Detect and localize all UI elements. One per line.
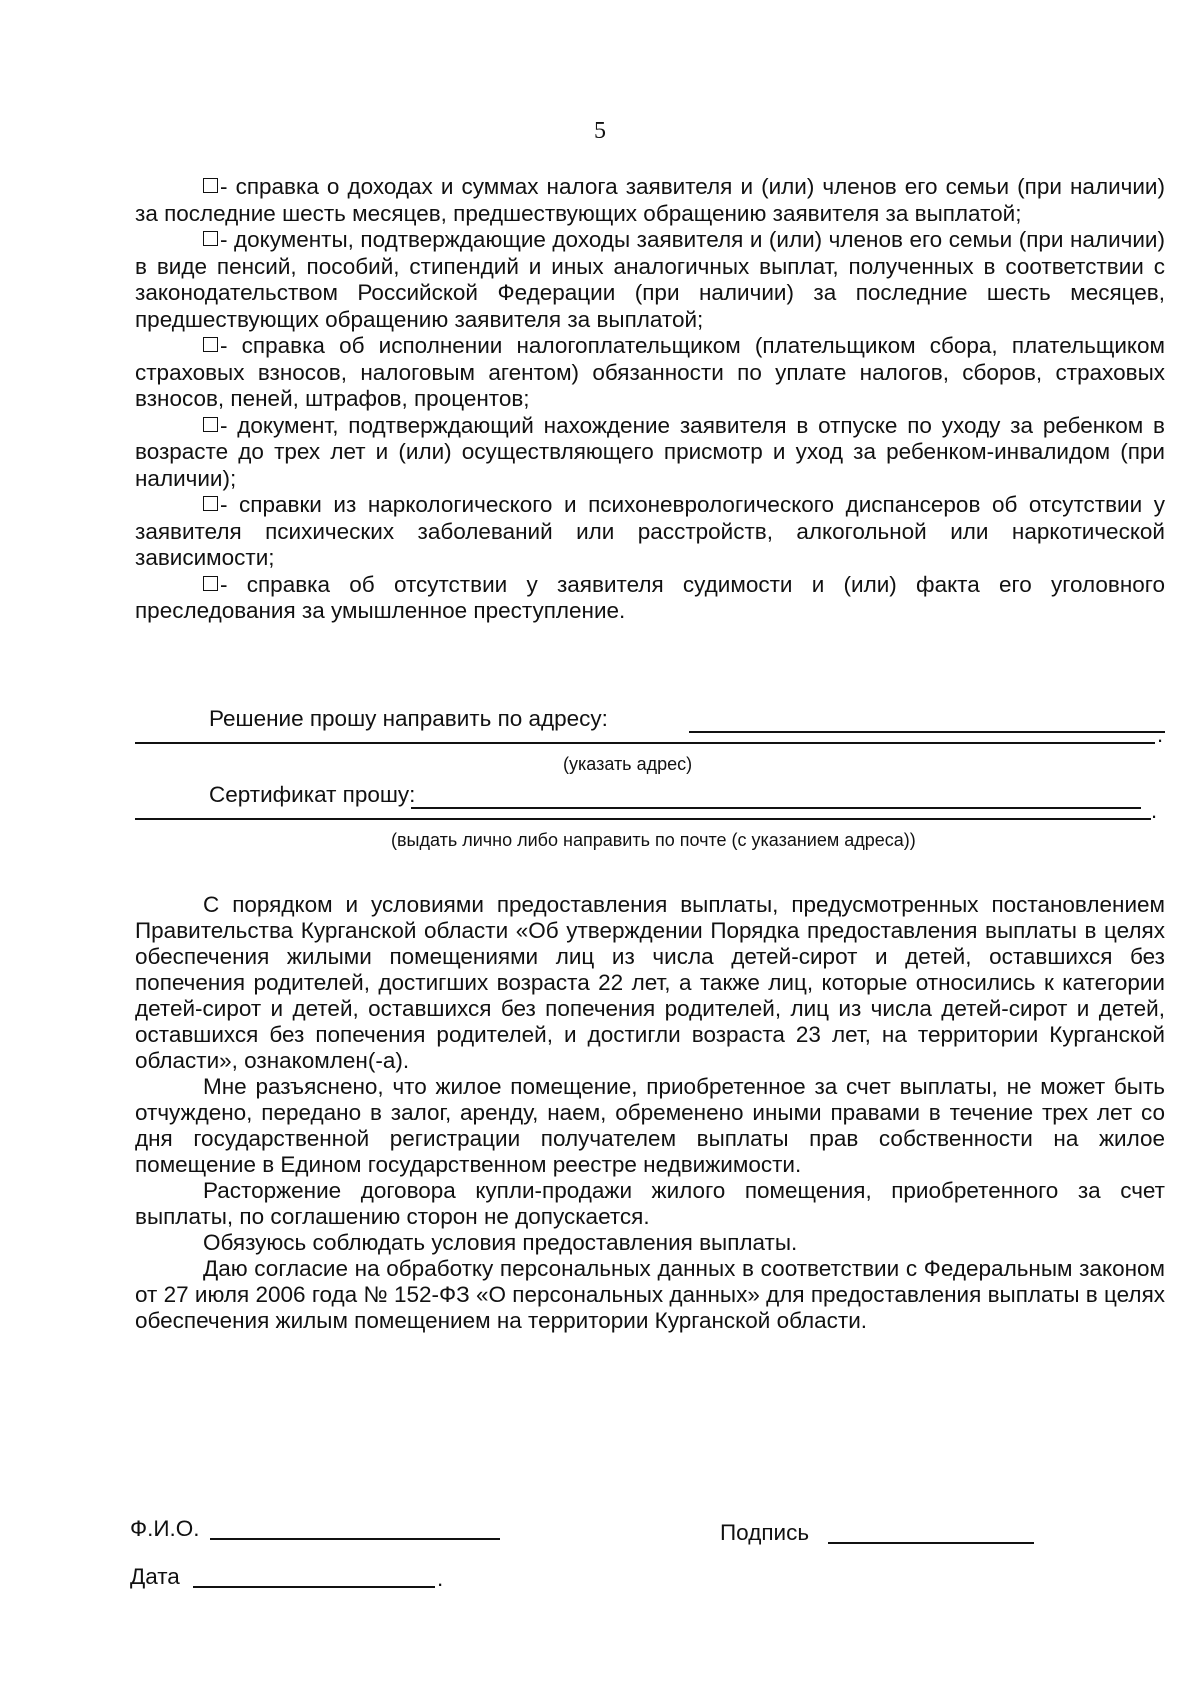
checkbox-icon[interactable] xyxy=(203,231,218,246)
checklist-item: - документ, подтверждающий нахождение заявителя в отпуске по уходу за ребенком в возрасте до трех лет и (или) осуществляющего присмотр и уход за ребенком-инвалидом (при наличии); xyxy=(135,412,1165,491)
statement-paragraph: Даю согласие на обработку персональных данных в соответствии с Федеральным законом от 27 июля 2006 года № 152-ФЗ «О персональных данных» для предоставления выплаты в целях обеспечения жилым помещением на территории Курганской области. xyxy=(135,1256,1165,1333)
certificate-field-line-2[interactable] xyxy=(135,818,1151,820)
address-label: Решение прошу направить по адресу: xyxy=(209,706,608,731)
checklist-item: - справка о доходах и суммах налога заявителя и (или) членов его семьи (при наличии) за последние шесть месяцев, предшествующих обращению заявителя за выплатой; xyxy=(135,174,1165,226)
address-hint-row xyxy=(135,754,1165,782)
address-field[interactable] xyxy=(689,731,1165,733)
fio-field[interactable] xyxy=(210,1538,500,1540)
statement-paragraph: Мне разъяснено, что жилое помещение, приобретенное за счет выплаты, не может быть отчуждено, передано в залог, аренду, наем, обременено иными правами в течение трех лет со дня государственной регистрации получателем выплаты прав собственности на жилое помещение в Едином государственном реестре недвижимости. xyxy=(135,1074,1165,1177)
checkbox-icon[interactable] xyxy=(203,417,218,432)
checklist-item: - справка об отсутствии у заявителя судимости и (или) факта его уголовного преследования за умышленное преступление. xyxy=(135,571,1165,623)
checklist-item: - документы, подтверждающие доходы заявителя и (или) членов его семьи (при наличии) в виде пенсий, пособий, стипендий и иных аналогичных выплат, полученных в соответствии с законодательством Российской Федерации (при наличии) за последние шесть месяцев, предшествующих обращению заявителя за выплатой; xyxy=(135,227,1165,332)
certificate-row xyxy=(135,782,1165,812)
document-checklist xyxy=(135,174,1165,625)
fio-label: Ф.И.О. xyxy=(130,1516,200,1541)
checklist-item: - справки из наркологического и психоневрологического диспансеров об отсутствии у заявителя психических заболеваний или расстройств, алкогольной или наркотической зависимости; xyxy=(135,492,1165,570)
address-row xyxy=(135,706,1165,736)
certificate-period: . xyxy=(1151,798,1158,823)
statement-paragraph: Обязуюсь соблюдать условия предоставления выплаты. xyxy=(203,1230,798,1255)
date-period: . xyxy=(437,1566,444,1591)
declaration-text xyxy=(135,892,1165,1334)
statement-paragraph: Расторжение договора купли-продажи жилого помещения, приобретенного за счет выплаты, по соглашению сторон не допускается. xyxy=(135,1178,1165,1229)
address-field-line-2[interactable] xyxy=(135,742,1155,744)
page-number: 5 xyxy=(594,118,606,144)
signature-label: Подпись xyxy=(720,1520,810,1545)
address-period: . xyxy=(1157,722,1164,747)
signature-field[interactable] xyxy=(828,1542,1034,1544)
certificate-hint-row xyxy=(135,830,1165,858)
date-field[interactable] xyxy=(193,1586,435,1588)
checklist-item: - справка об исполнении налогоплательщиком (плательщиком сбора, плательщиком страховых взносов, налоговым агентом) обязанности по уплате налогов, сборов, страховых взносов, пеней, штрафов, процентов; xyxy=(135,333,1165,411)
address-hint: (указать адрес) xyxy=(563,754,693,774)
statement-paragraph: С порядком и условиями предоставления выплаты, предусмотренных постановлением Правительства Курганской области «Об утверждении Порядка предоставления выплаты в целях обеспечения жилыми помещениями лиц из числа детей-сирот и детей, оставшихся без попечения родителей, достигших возраста 22 лет, а также лиц, которые относились к категории детей-сирот и детей, оставшихся без попечения родителей, лиц из числа детей-сирот и детей, оставшихся без попечения родителей, и достигли возраста 23 лет, на территории Курганской области», ознакомлен(-а). xyxy=(135,892,1165,1073)
checkbox-icon[interactable] xyxy=(203,337,218,352)
checkbox-icon[interactable] xyxy=(203,576,218,591)
certificate-label: Сертификат прошу: xyxy=(209,782,416,807)
checkbox-icon[interactable] xyxy=(203,178,218,193)
delivery-fields xyxy=(135,706,1165,858)
date-label: Дата xyxy=(130,1564,180,1589)
checkbox-icon[interactable] xyxy=(203,496,218,511)
certificate-hint: (выдать лично либо направить по почте (с указанием адреса)) xyxy=(391,830,916,850)
certificate-field[interactable] xyxy=(411,807,1141,809)
